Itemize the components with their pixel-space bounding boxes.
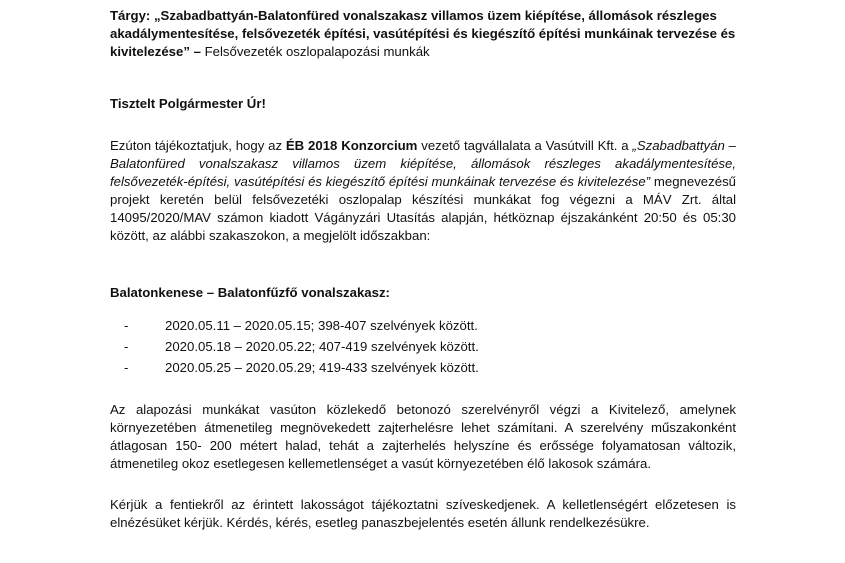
subject-normal: Felsővezeték oszlopalapozási munkák (200, 44, 430, 59)
list-dash: - (124, 360, 129, 375)
section-title: Balatonkenese – Balatonfűzfő vonalszakasz: (110, 285, 390, 300)
paragraph-closing: Kérjük a fentiekről az érintett lakosságot tájékoztatni szíveskedjenek. A kelletlenségért előzetesen is elnézésüket kérjük. Kérdés, kérés, esetleg panaszbejelentés esetén állunk rendelkezésükre. (110, 497, 736, 530)
consortium-name: ÉB 2018 Konzorcium (285, 138, 418, 153)
schedule-list (110, 315, 479, 378)
subject-bold: Tárgy: „Szabadbattyán-Balatonfüred vonalszakasz villamos üzem kiépítése, állomások részleges akadálymentesítése, felsővezeték építési, vasútépítési és kiegészítő építési munkáinak tervezése és kivitelezése” – (110, 8, 736, 59)
list-item (110, 336, 479, 357)
subject-line (110, 7, 750, 61)
intro-text-3: megnevezésű projekt keretén belül felsővezetéki oszlopalap készítési munkákat fog végezni a MÁV Zrt. által 14095/2020/MAV számon kiadott Vágányzári Utasítás alapján, hétköznap éjszakánként 20:50 és 05:30 között, az alábbi szakaszokon, a megjelölt időszakban: (110, 174, 736, 243)
list-dash: - (124, 318, 129, 333)
project-title: „Szabadbattyán – Balatonfüred vonalszakasz villamos üzem kiépítése, állomások részleges akadálymentesítése, felsővezeték-építési, vasútépítési és kiegészítő építési munkáinak tervezése és kivitelezése” (110, 138, 736, 189)
list-item (110, 357, 479, 378)
paragraph-intro (110, 137, 736, 245)
list-dash: - (124, 339, 129, 354)
intro-text-1: Ezúton tájékoztatjuk, hogy az (110, 138, 286, 153)
intro-text-2: vezető tagvállalata a Vasútvill Kft. a (417, 138, 633, 153)
list-item-text: 2020.05.11 – 2020.05.15; 398-407 szelvények között. (165, 318, 478, 333)
list-item-text: 2020.05.25 – 2020.05.29; 419-433 szelvények között. (165, 360, 479, 375)
list-item (110, 315, 479, 336)
greeting: Tisztelt Polgármester Úr! (110, 96, 266, 111)
list-item-text: 2020.05.18 – 2020.05.22; 407-419 szelvények között. (165, 339, 479, 354)
paragraph-noise-info: Az alapozási munkákat vasúton közlekedő betonozó szerelvényről végzi a Kivitelező, amelynek környezetében átmenetileg megnövekedett zajterhelésre lehet számítani. A szerelvény műszakonként átlagosan 150- 200 métert halad, tehát a zajterhelés helyszíne és erőssége folyamatosan változik, átmenetileg okoz esetlegesen kellemetlenséget a vasút környezetében élő lakosok számára. (110, 402, 736, 471)
